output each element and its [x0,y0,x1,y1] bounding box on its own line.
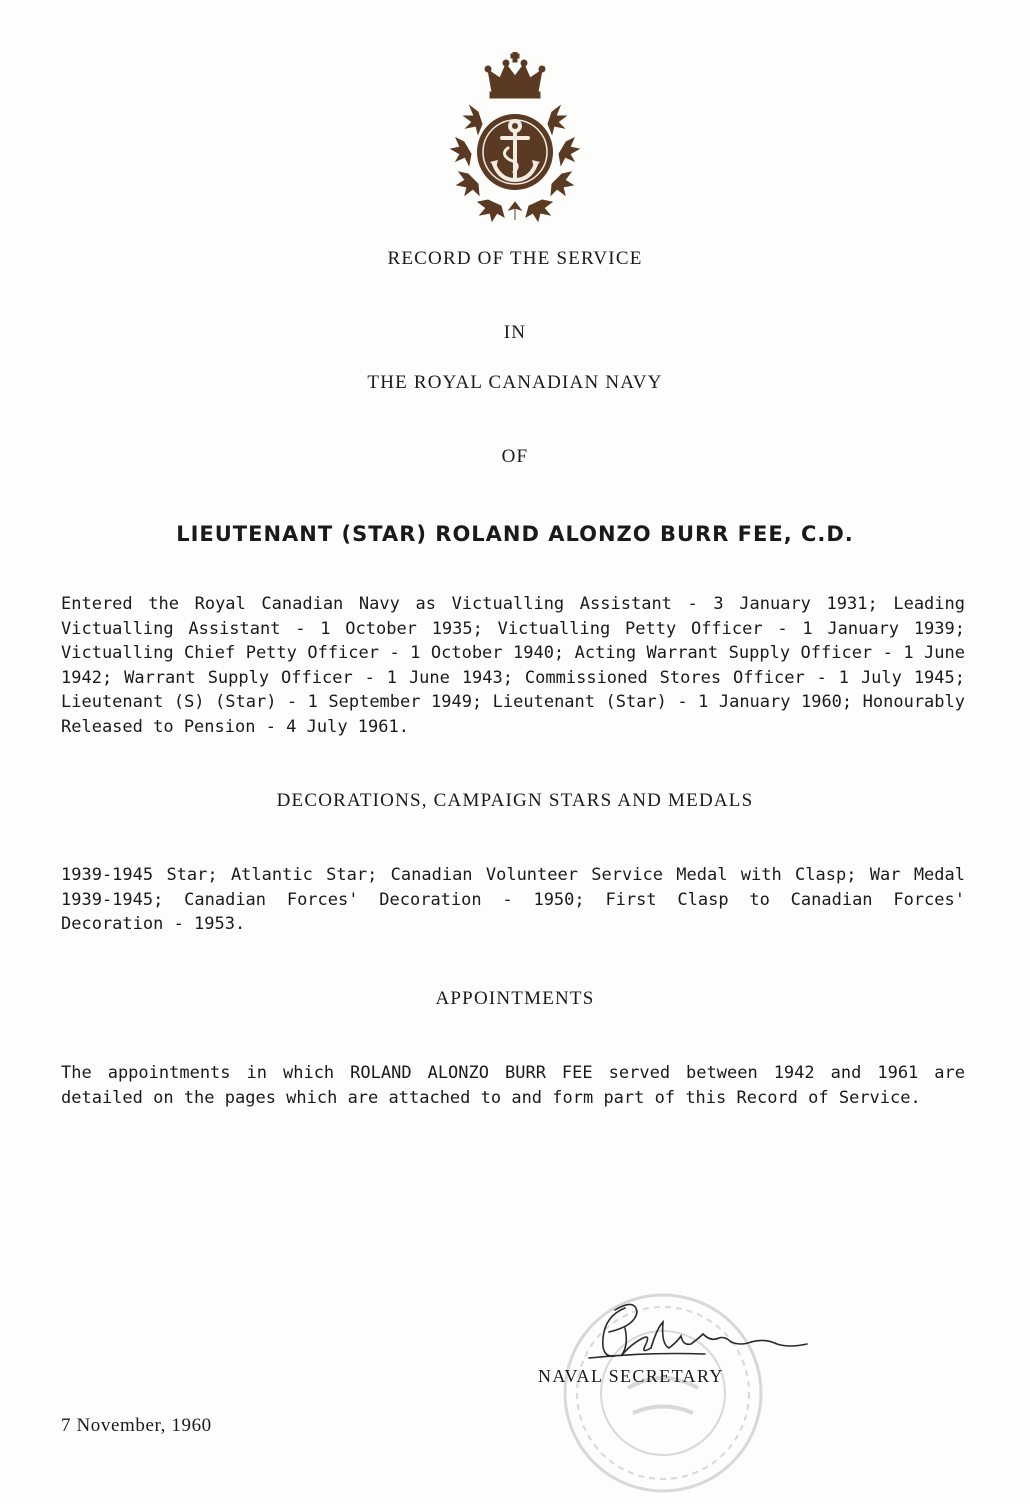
appointments-paragraph: The appointments in which ROLAND ALONZO BURR FEE served between 1942 and 1961 are detailed on the pages which are attached to and form part of this Record of Service. [61,1063,965,1108]
signature-title: NAVAL SECRETARY [538,1366,724,1386]
decorations-paragraph: 1939-1945 Star; Atlantic Star; Canadian Volunteer Service Medal with Clasp; War Medal 1939-1945; Canadian Forces' Decoration - 1950; First Clasp to Canadian Forces' Decoration - 1953. [61,865,965,934]
record-title-in: IN [503,322,527,343]
record-title-of: OF [501,446,529,467]
record-title-navy: THE ROYAL CANADIAN NAVY [367,372,663,393]
handwritten-signature-icon [585,1298,810,1368]
document-date: 7 November, 1960 [61,1415,212,1436]
service-history-paragraph: Entered the Royal Canadian Navy as Victualling Assistant - 3 January 1931; Leading Victualling Assistant - 1 October 1935; Victualling Petty Officer - 1 January 1939; Victualling Chief Petty Officer - 1 October 1940; Acting Warrant Supply Officer - 1 June 1942; Warrant Supply Officer - 1 June 1943; Commissioned Stores Officer - 1 July 1945; Lieutenant (S) (Star) - 1 September 1949; Lieutenant (Star) - 1 January 1960; Honourably Released to Pension - 4 July 1961. [61,594,965,737]
record-title-line: RECORD OF THE SERVICE [387,248,643,269]
decorations-heading: DECORATIONS, CAMPAIGN STARS AND MEDALS [276,790,754,811]
navy-crest-icon [448,52,582,222]
officer-name-heading: LIEUTENANT (STAR) ROLAND ALONZO BURR FEE, C.D. [176,522,854,546]
appointments-heading: APPOINTMENTS [435,988,595,1009]
